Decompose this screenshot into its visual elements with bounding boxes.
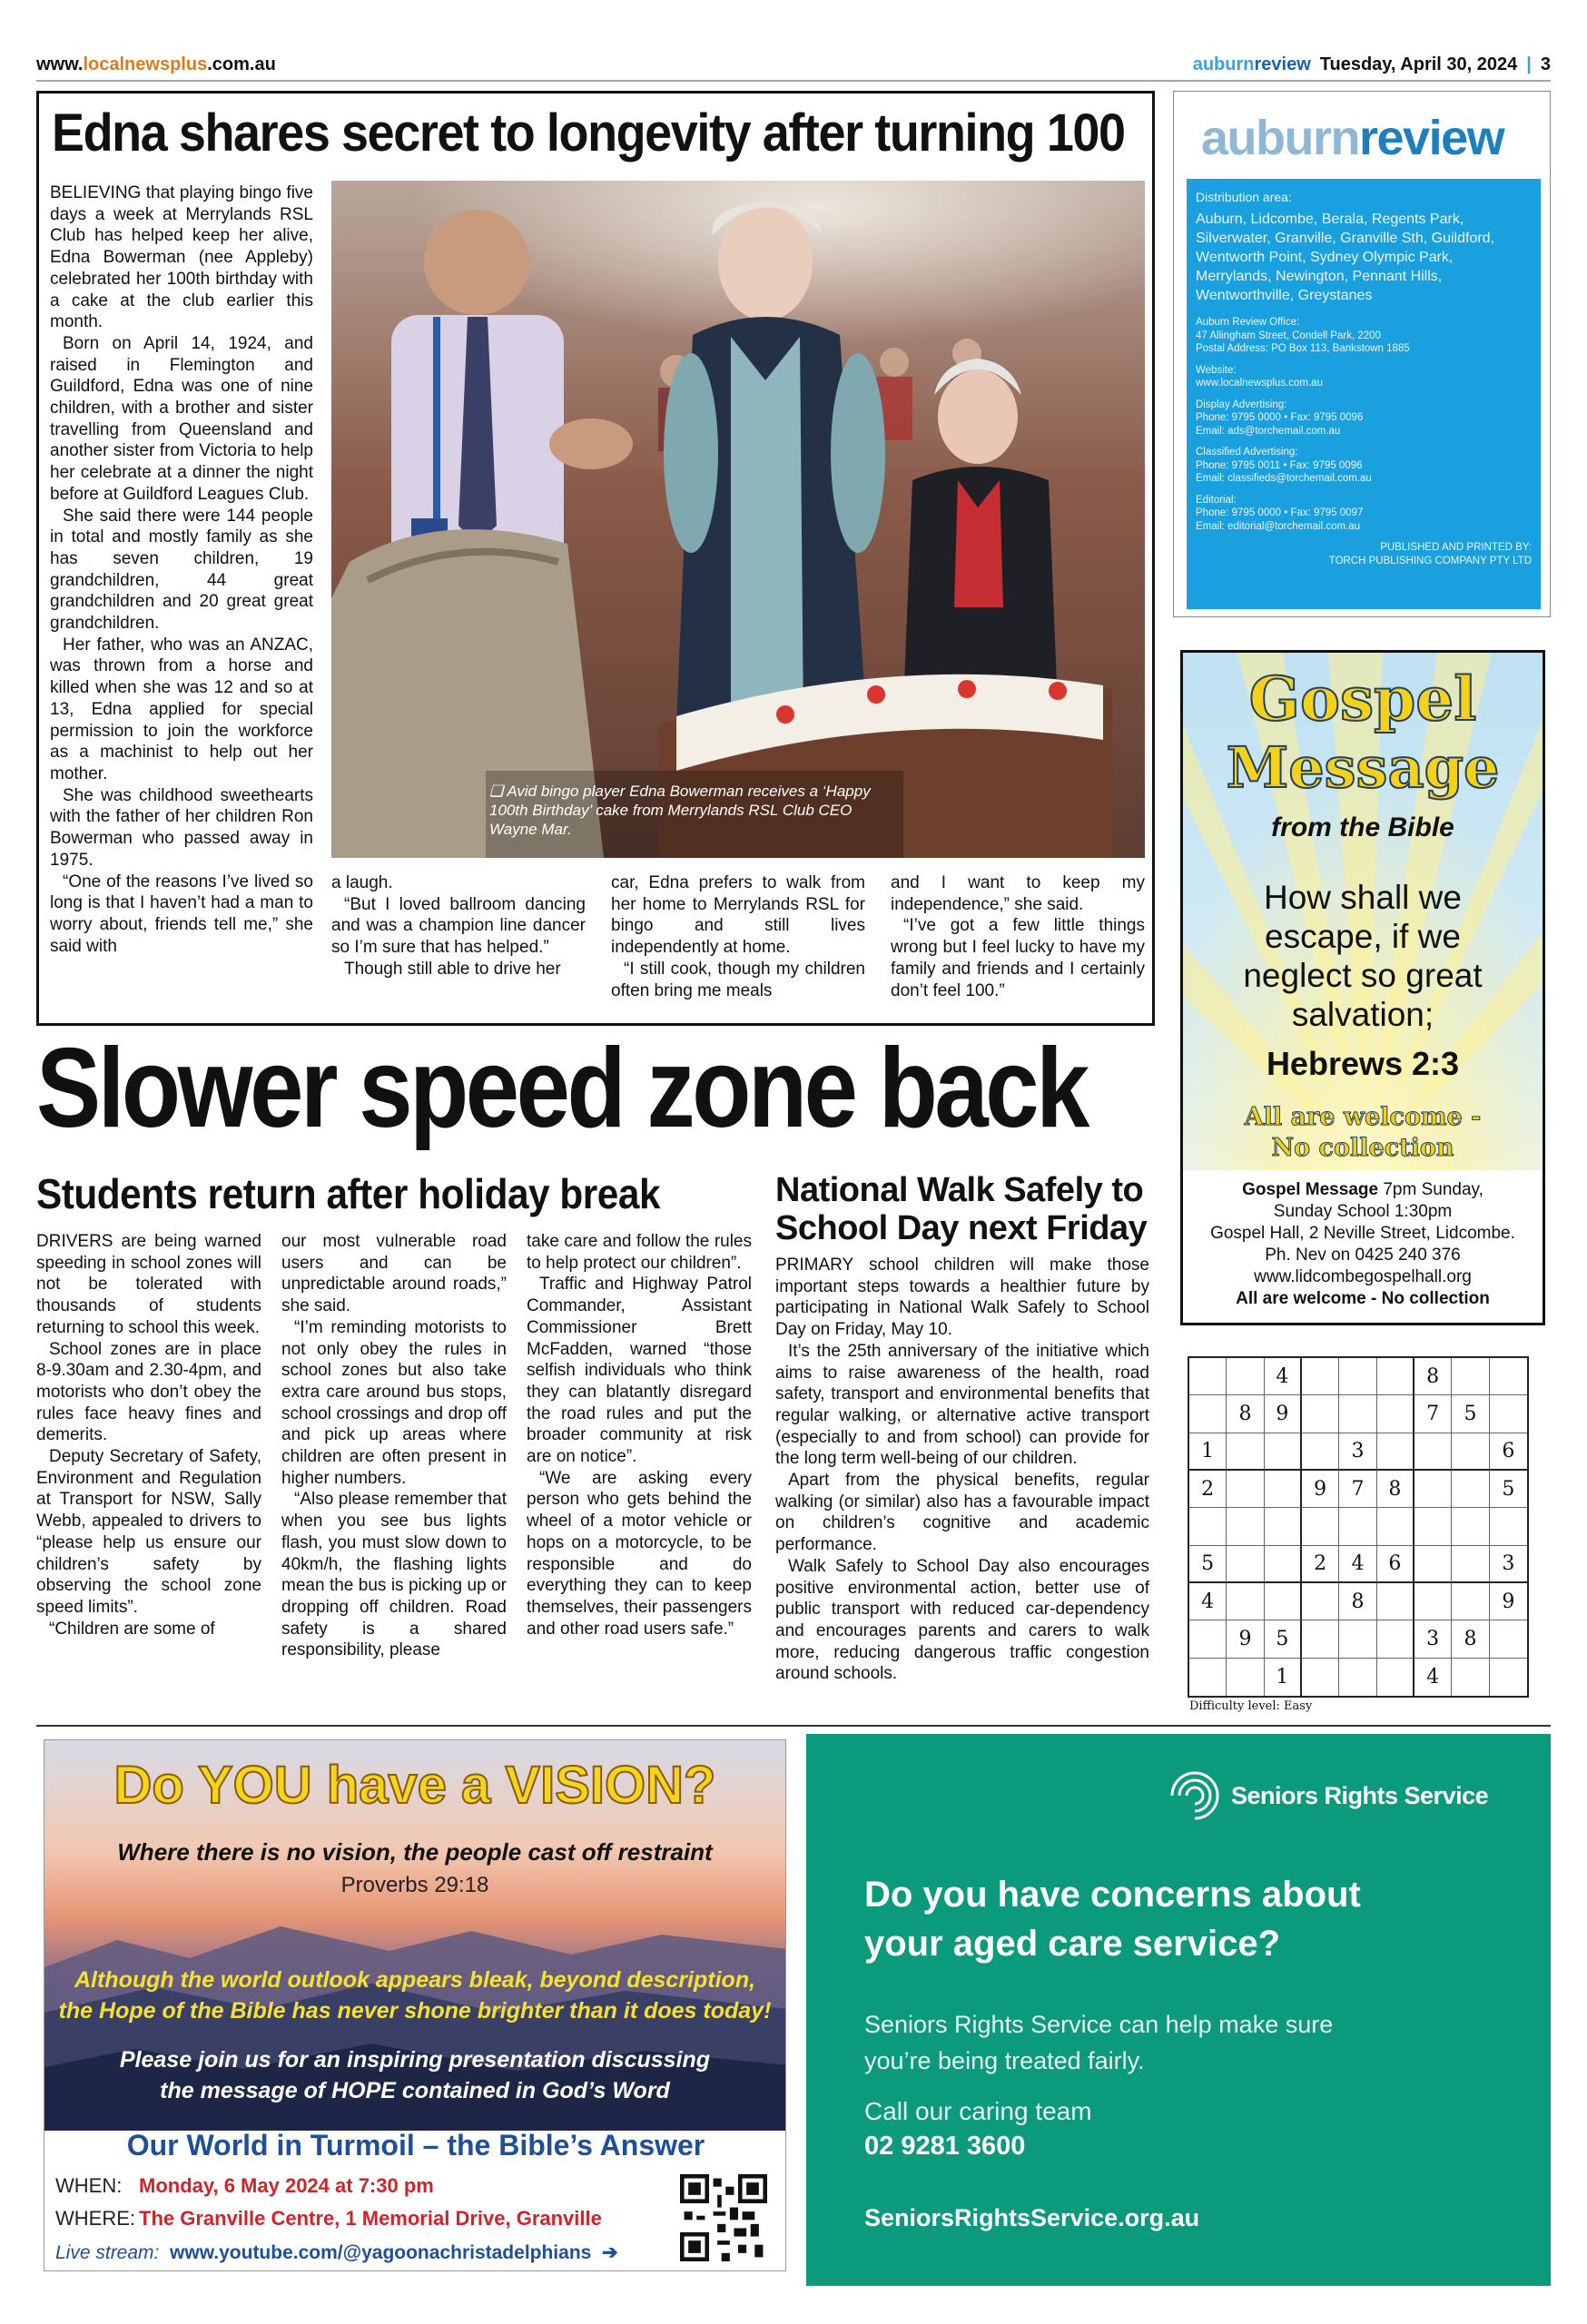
editorial-phone: Phone: 9795 0000 • Fax: 9795 0097 [1196,507,1364,518]
header-brand [1193,54,1311,75]
sudoku-cell[interactable] [1490,1395,1527,1433]
paragraph: “I’ve got a few little things wrong but I feel lucky to have my family and friends and I certainly don’t feel 100.” [891,916,1145,1000]
sudoku-cell[interactable] [1414,1508,1452,1545]
sudoku-cell[interactable] [1189,1395,1227,1433]
speed-subheadline: Students return after holiday break [36,1170,661,1217]
paragraph: Though still able to drive her [344,959,561,979]
seniors-body: Seniors Rights Service can help make sure you’re being treated fairly. [864,2011,1334,2074]
sudoku-cell[interactable] [1227,1358,1264,1395]
sudoku-cell[interactable] [1339,1659,1376,1696]
paragraph: School zones are in place 8-9.30am and 2.30-4pm, and motorists who don’t obey the rules face heavy fines and demerits. [36,1339,261,1445]
sudoku-cell[interactable] [1227,1659,1264,1696]
sudoku-cell[interactable] [1339,1620,1376,1658]
sudoku-cell[interactable] [1339,1395,1376,1433]
sudoku-cell[interactable] [1339,1358,1376,1395]
header-separator: | [1526,54,1532,74]
edna-column-1 [50,182,313,957]
sudoku-cell[interactable] [1189,1659,1227,1696]
sudoku-cell[interactable] [1265,1471,1302,1508]
sudoku-cell[interactable] [1490,1508,1527,1545]
paragraph: “I’m reminding motorists to not only obey the rules in school zones but also take extra care around bus stops, school crossings and drop off and pick up areas where children are often present in higher numbers. [281,1317,507,1488]
display-phone: Phone: 9795 0000 • Fax: 9795 0096 [1196,412,1364,423]
sudoku-cell[interactable] [1377,1433,1414,1471]
live-label: Live stream: [55,2242,160,2263]
verse-line: escape, if we [1265,918,1461,955]
classified-email[interactable]: Email: classifieds@torchemail.com.au [1196,473,1372,484]
paragraph: “Children are some of [49,1619,215,1639]
paragraph: “Also please remember that when you see bus lights flash, you must slow down to 40km/h, the flashing lights mean the bus is picking up or dropping off children. Road safety is a shared responsibility, please [281,1490,507,1660]
detail-line: Ph. Nev on 0425 240 376 [1265,1246,1461,1265]
paragraph: a laugh. [331,873,393,892]
office-street: 47 Allingham Street, Condell Park, 2200 [1196,330,1381,341]
edna-column-3 [611,872,865,1001]
sudoku-cell[interactable]: 9 [1302,1471,1339,1508]
sudoku-cell[interactable]: 9 [1227,1620,1264,1658]
sudoku-cell[interactable] [1302,1620,1339,1658]
sudoku-cell[interactable]: 4 [1189,1583,1227,1620]
sudoku-cell[interactable] [1189,1358,1227,1395]
vision-proverb: Proverbs 29:18 [340,1873,489,1897]
sudoku-cell[interactable]: 9 [1265,1395,1302,1433]
paragraph: Traffic and Highway Patrol Commander, Assistant Commissioner Brett McFadden, warned “those selfish individuals who think they can blatantly disregard the road rules and put the broader community at risk are on notice”. [527,1275,752,1467]
sudoku-cell[interactable]: 8 [1339,1583,1376,1620]
paragraph: “One of the reasons I’ve lived so long is that I haven’t had a man to worry about, friends tell me,” she said with [50,872,313,956]
sudoku-cell[interactable] [1490,1659,1527,1696]
speed-column-2 [281,1231,507,1661]
site-url[interactable] [36,54,276,75]
edna-headline: Edna shares secret to longevity after turning 100 [52,103,1125,162]
editorial-label: Editorial: [1196,494,1237,506]
seniors-rights-ad [806,1734,1551,2286]
sudoku-cell[interactable] [1452,1659,1489,1696]
sudoku-cell[interactable]: 5 [1189,1546,1227,1583]
detail-website[interactable]: www.lidcombegospelhall.org [1254,1267,1472,1286]
paragraph: BELIEVING that playing bingo five days a week at Merrylands RSL Club has helped keep her alive, Edna Bowerman (nee Appleby) celebrated her 100th birthday with a cake at the club earlier this month. [50,183,313,332]
event-when [55,2174,434,2198]
website-link[interactable]: www.localnewsplus.com.au [1196,378,1323,389]
sudoku-cell[interactable]: 4 [1414,1659,1452,1696]
sudoku-cell[interactable]: 5 [1265,1620,1302,1658]
walk-headline: National Walk Safely to School Day next Friday [775,1171,1148,1247]
classified-advertising-block [1196,446,1532,486]
sudoku-cell[interactable] [1452,1471,1489,1508]
sudoku-difficulty: Difficulty level: Easy [1189,1699,1313,1713]
vision-title: Do YOU have a VISION? [113,1756,716,1815]
sudoku-cell[interactable] [1452,1358,1489,1395]
sudoku-cell[interactable]: 3 [1490,1546,1527,1583]
site-prefix: www. [36,54,84,74]
verse-line: How shall we [1264,879,1462,916]
site-suffix: .com.au [207,54,276,74]
sudoku-cell[interactable] [1227,1433,1264,1471]
seniors-phone[interactable]: 02 9281 3600 [864,2132,1026,2161]
verse-line: neglect so great [1243,957,1483,994]
vision-subtitle: Our World in Turmoil – the Bible’s Answer [126,2129,705,2162]
office-label: Auburn Review Office: [1196,317,1300,328]
seniors-logo [1169,1770,1488,1821]
sudoku-cell[interactable] [1302,1583,1339,1620]
publisher-block [1196,541,1532,567]
sudoku-cell[interactable] [1265,1583,1302,1620]
published-line-2: TORCH PUBLISHING COMPANY PTY LTD [1328,555,1532,566]
paragraph: “I still cook, though my children often bring me meals [611,959,865,1000]
photo-caption: ❑ Avid bingo player Edna Bowerman receives a ‘Happy 100th Birthday’ cake from Merrylands RSL Club CEO Wayne Mar. [489,783,871,838]
welcome-line-1: All are welcome - [1244,1103,1482,1131]
sudoku-cell[interactable] [1302,1358,1339,1395]
sudoku-cell[interactable] [1265,1546,1302,1583]
sudoku-cell[interactable] [1414,1546,1452,1583]
paragraph: “But I loved ballroom dancing and was a champion line dancer so I’m sure that has helped.” [331,894,586,958]
paragraph: Born on April 14, 1924, and raised in Flemington and Guildford, Edna was one of nine children, with a brother and sister travelling from Queensland and another sister from Victoria to help her celebrate at a dinner the night before at Guildford Leagues Club. [50,333,313,504]
website-block [1196,364,1532,390]
paragraph: take care and follow the rules to help protect our children”. [527,1232,752,1273]
seniors-call-label: Call our caring team [864,2097,1092,2125]
live-link[interactable]: www.youtube.com/@yagoonachristadelphians [170,2242,592,2263]
live-stream[interactable] [55,2241,618,2264]
office-block [1196,316,1532,356]
paragraph: Her father, who was an ANZAC, was thrown from a horse and killed when she was 12 and so at 13, Edna applied for special permission to join the workforce as a machinist to help out her mother. [50,635,313,783]
photo-illustration [331,181,1145,858]
sudoku-cell[interactable] [1227,1508,1264,1545]
sudoku-cell[interactable] [1377,1358,1414,1395]
sudoku-cell[interactable] [1414,1583,1452,1620]
verse-reference: Hebrews 2:3 [1266,1045,1460,1082]
dist-areas: Auburn, Lidcombe, Berala, Regents Park, Silverwater, Granville, Granville Sth, Guildford, Wentworth Point, Sydney Olympic Park, Merrylands, Newington, Pennant Hills, Wentworthville, Greystanes [1196,212,1495,303]
sudoku-cell[interactable] [1414,1471,1452,1508]
sudoku-cell[interactable] [1414,1433,1452,1471]
event-where [55,2207,602,2230]
vision-quote: Where there is no vision, the people cast off restraint [117,1838,713,1866]
gospel-title-line-1: Gospel [1248,664,1477,734]
sudoku-grid [1188,1356,1529,1698]
sudoku-cell[interactable]: 2 [1302,1546,1339,1583]
sudoku-cell[interactable] [1227,1471,1264,1508]
display-advertising-block [1196,399,1532,438]
gospel-message-ad [1180,650,1545,1325]
vision-line-3: Please join us for an inspiring presentation discussing [119,2047,711,2073]
paragraph: Deputy Secretary of Safety, Environment and Regulation at Transport for NSW, Sally Webb, appealed to drivers to “please help us ensure our children’s safety by observing the school zone speed limits”. [36,1447,261,1617]
paragraph: and I want to keep my independence,” she said. [891,873,1145,914]
gospel-verse [1183,878,1543,1034]
sudoku-cell[interactable] [1490,1358,1527,1395]
sudoku-cell[interactable] [1227,1583,1264,1620]
detail-line: Sunday School 1:30pm [1273,1202,1453,1221]
issue-date: Tuesday, April 30, 2024 [1319,54,1518,74]
ripple-logo-icon [1169,1770,1220,1821]
paragraph: Apart from the physical benefits, regular walking (or similar) also has a favourable impact on children’s cognitive and academic performance. [775,1471,1149,1555]
gospel-from: from the Bible [1271,812,1454,842]
sudoku-cell[interactable]: 7 [1414,1395,1452,1433]
sudoku-cell[interactable]: 3 [1414,1620,1452,1658]
classified-phone: Phone: 9795 0011 • Fax: 9795 0096 [1196,459,1363,471]
sudoku-cell[interactable] [1377,1659,1414,1696]
header-rule [36,80,1551,82]
sudoku-cell[interactable] [1339,1508,1376,1545]
sudoku-cell[interactable]: 9 [1490,1583,1527,1620]
sudoku-cell[interactable]: 8 [1227,1395,1264,1433]
masthead-panel [1173,91,1551,617]
speed-column-1 [36,1231,261,1640]
header-brand-b: review [1254,54,1311,74]
sudoku-cell[interactable]: 5 [1490,1471,1527,1508]
qr-code-icon[interactable] [680,2174,767,2261]
vision-line-4: the message of HOPE contained in God’s Word [160,2078,670,2103]
gospel-details [1183,1179,1543,1310]
sudoku-cell[interactable] [1490,1620,1527,1658]
sudoku-cell[interactable]: 4 [1339,1546,1376,1583]
when-value: Monday, 6 May 2024 at 7:30 pm [139,2174,434,2197]
sudoku-cell[interactable] [1377,1583,1414,1620]
paragraph: PRIMARY school children will make those important steps towards a healthier future by participating in National Walk Safely to School Day on Friday, May 10. [775,1256,1149,1340]
masthead-logo [1201,110,1503,166]
sudoku-cell[interactable] [1302,1508,1339,1545]
when-label: WHEN: [55,2174,123,2197]
page-number: 3 [1540,54,1551,74]
sudoku-cell[interactable]: 8 [1452,1620,1489,1658]
detail-bold: Gospel Message [1242,1180,1379,1199]
edna-article [36,91,1155,1026]
vision-ad [44,1739,786,2271]
sudoku-cell[interactable]: 8 [1377,1471,1414,1508]
sudoku-cell[interactable] [1302,1395,1339,1433]
paragraph: It’s the 25th anniversary of the initiative which aims to raise awareness of the health, road safety, transport and environmental benefits that regular walking, or alternative active transport (especially to and from school) can provide for the long term well-being of our children. [775,1341,1149,1469]
site-domain: localnewsplus [83,54,208,74]
sudoku-cell[interactable]: 2 [1189,1471,1227,1508]
logo-part-b: review [1359,111,1504,165]
published-line-1: PUBLISHED AND PRINTED BY: [1380,542,1532,553]
sudoku-cell[interactable]: 1 [1189,1433,1227,1471]
paragraph: DRIVERS are being warned speeding in school zones will not be tolerated with thousands of students returning to school this week. [36,1232,261,1337]
sudoku-cell[interactable] [1265,1508,1302,1545]
sudoku-cell[interactable]: 3 [1339,1433,1376,1471]
gospel-title-line-2: Message [1226,734,1500,801]
sudoku-cell[interactable] [1452,1508,1489,1545]
vision-line-1: Although the world outlook appears bleak, beyond description, [74,1967,756,1993]
sudoku-cell[interactable] [1189,1620,1227,1658]
welcome-line-2: No collection [1271,1134,1454,1162]
edna-column-2 [331,872,586,980]
detail-line: All are welcome - No collection [1236,1289,1490,1308]
verse-line: salvation; [1291,996,1434,1033]
sudoku-cell[interactable] [1227,1546,1264,1583]
sudoku-cell[interactable]: 1 [1265,1659,1302,1696]
header-brand-a: auburn [1192,54,1255,74]
paragraph: She said there were 144 people in total and mostly family as she has seven children, 19 grandchildren, 44 great grandchildren and 20 great great grandchildren. [50,506,313,634]
where-value: The Granville Centre, 1 Memorial Drive, Granville [139,2207,602,2230]
paragraph: car, Edna prefers to walk from her home to Merrylands RSL for bingo and still lives independently at home. [611,873,865,958]
paragraph: our most vulnerable road users and can be unpredictable around roads,” she said. [281,1232,507,1316]
vision-line-2: the Hope of the Bible has never shone brighter than it does today! [58,1998,772,2024]
sudoku-cell[interactable] [1265,1433,1302,1471]
editorial-block [1196,494,1532,534]
sudoku-cell[interactable] [1377,1508,1414,1545]
speed-headline: Slower speed zone back [36,1026,1088,1151]
website-label: Website: [1196,364,1237,376]
paragraph: She was childhood sweethearts with the father of her children Ron Bowerman who passed away in 1975. [50,785,313,870]
sudoku-cell[interactable] [1452,1433,1489,1471]
sudoku-cell[interactable]: 4 [1265,1358,1302,1395]
seniors-website[interactable]: SeniorsRightsService.org.au [864,2204,1200,2231]
distribution-panel [1187,179,1541,609]
edna-column-4 [891,872,1145,1001]
seniors-logo-text: Seniors Rights Service [1231,1781,1489,1809]
logo-part-a: auburn [1201,111,1359,165]
section-rule [36,1725,1551,1727]
detail-line: Gospel Hall, 2 Neville Street, Lidcombe. [1210,1224,1515,1243]
where-label: WHERE: [55,2207,135,2230]
sudoku-cell[interactable] [1377,1620,1414,1658]
sudoku-cell[interactable] [1452,1546,1489,1583]
detail-rest: 7pm Sunday, [1378,1180,1484,1199]
editorial-email[interactable]: Email: editorial@torchemail.com.au [1196,520,1361,532]
sudoku-cell[interactable] [1302,1659,1339,1696]
sudoku-cell[interactable] [1302,1433,1339,1471]
dist-label: Distribution area: [1196,190,1292,204]
office-postal: Postal Address: PO Box 113, Bankstown 1885 [1196,343,1410,354]
sudoku-cell[interactable] [1452,1583,1489,1620]
sudoku-cell[interactable]: 6 [1377,1546,1414,1583]
paragraph: Walk Safely to School Day also encourages positive environmental action, better use of public transport with reduced car-dependency and encourages parents and carers to walk more, reducing dangerous traffic congestion around schools. [775,1556,1149,1684]
sudoku-cell[interactable] [1377,1395,1414,1433]
walk-article-body [775,1255,1149,1685]
sudoku-cell[interactable] [1189,1508,1227,1545]
edna-birthday-photo [331,181,1145,858]
display-email[interactable]: Email: ads@torchemail.com.au [1196,425,1341,437]
sudoku-cell[interactable]: 5 [1452,1395,1489,1433]
sudoku-cell[interactable]: 6 [1490,1433,1527,1471]
page-header-info [1193,54,1551,75]
seniors-headline: Do you have concerns about your aged care service? [864,1875,1361,1964]
classified-label: Classified Advertising: [1196,447,1298,458]
arrow-right-icon: ➔ [602,2242,618,2263]
speed-column-3 [527,1231,752,1640]
sudoku-cell[interactable]: 7 [1339,1471,1376,1508]
paragraph: “We are asking every person who gets behind the wheel of a motor vehicle or hops on a motorcycle, to be responsible and do everything they can to keep themselves, their passengers and other road users safe.” [527,1468,752,1639]
display-label: Display Advertising: [1196,399,1287,410]
detail-line [1183,1179,1543,1201]
sudoku-cell[interactable]: 8 [1414,1358,1452,1395]
